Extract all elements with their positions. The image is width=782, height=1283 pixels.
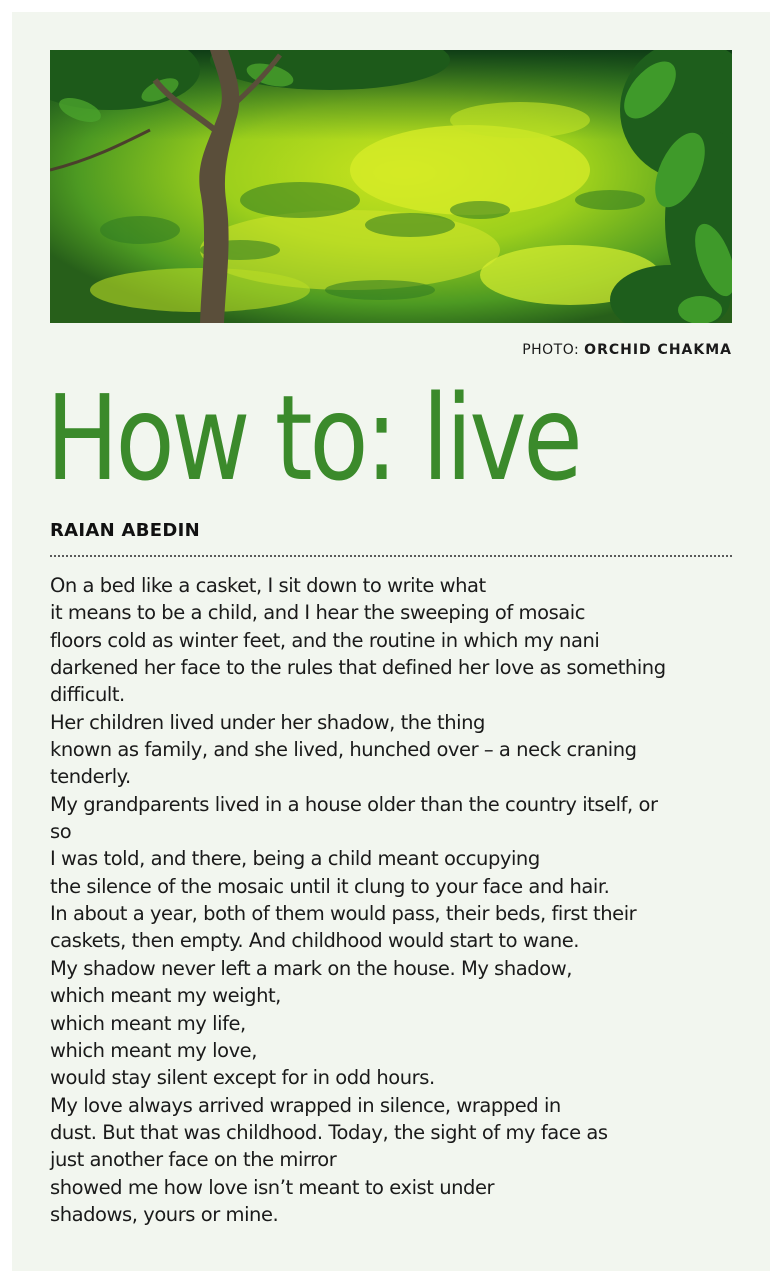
poem-line: My love always arrived wrapped in silence, wrapped in xyxy=(50,1093,561,1117)
article-title: How to: live xyxy=(46,369,580,507)
poem-line: which meant my weight, xyxy=(50,984,281,1008)
poem-line: it means to be a child, and I hear the sweeping of mosaic xyxy=(50,601,586,625)
poem-line: tenderly. xyxy=(50,765,131,789)
poem-line: which meant my life, xyxy=(50,1011,246,1035)
poem-line: difficult. xyxy=(50,683,125,707)
poem-body xyxy=(50,572,740,1228)
poem-line: would stay silent except for in odd hours. xyxy=(50,1066,435,1090)
poem-line: My shadow never left a mark on the house. My shadow, xyxy=(50,956,572,980)
poem-line: Her children lived under her shadow, the thing xyxy=(50,710,485,734)
poem-line: darkened her face to the rules that defined her love as something xyxy=(50,656,666,680)
poem-line: My grandparents lived in a house older than the country itself, or xyxy=(50,792,658,816)
poem-line: On a bed like a casket, I sit down to write what xyxy=(50,574,486,597)
poem-line: dust. But that was childhood. Today, the sight of my face as xyxy=(50,1120,608,1144)
header-photo xyxy=(50,50,732,323)
poem-line: showed me how love isn’t meant to exist under xyxy=(50,1175,495,1199)
photo-credit-name: ORCHID CHAKMA xyxy=(584,342,732,358)
poem-line: so xyxy=(50,820,72,844)
dotted-divider xyxy=(50,555,732,557)
poem-line: known as family, and she lived, hunched over – a neck craning xyxy=(50,738,637,762)
author-byline: RAIAN ABEDIN xyxy=(50,520,200,541)
photo-credit-label: PHOTO: xyxy=(522,342,580,358)
poem-line: I was told, and there, being a child meant occupying xyxy=(50,847,540,871)
poem-line: floors cold as winter feet, and the routine in which my nani xyxy=(50,628,600,652)
poem-line: just another face on the mirror xyxy=(50,1148,337,1172)
article-card xyxy=(12,12,770,1271)
poem-line: shadows, yours or mine. xyxy=(50,1202,279,1226)
poem-line: the silence of the mosaic until it clung to your face and hair. xyxy=(50,874,610,898)
poem-line: In about a year, both of them would pass, their beds, first their xyxy=(50,902,637,926)
poem-line: caskets, then empty. And childhood would start to wane. xyxy=(50,929,580,953)
photo-credit xyxy=(522,342,732,358)
poem-line: which meant my love, xyxy=(50,1038,257,1062)
forest-pond-photo-icon xyxy=(50,50,732,323)
